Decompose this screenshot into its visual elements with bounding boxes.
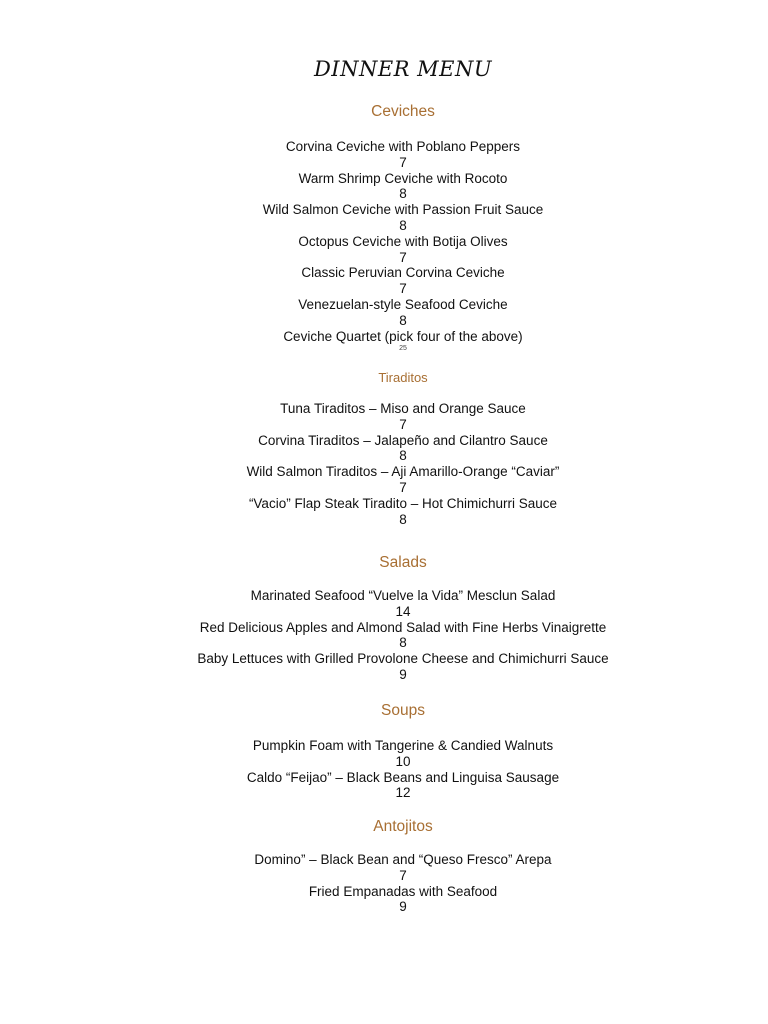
item-price: 8 <box>399 635 407 651</box>
item-price: 7 <box>399 281 407 297</box>
item-name: Tuna Tiraditos – Miso and Orange Sauce <box>280 401 526 416</box>
menu-title: DINNER MENU <box>313 57 493 81</box>
item-price: 7 <box>399 867 407 883</box>
item-name: Ceviche Quartet (pick four of the above) <box>283 328 523 344</box>
item-list <box>0 588 768 683</box>
item-price: 9 <box>399 899 407 915</box>
item-name: Baby Lettuces with Grilled Provolone Cheese and Chimichurri Sauce <box>197 651 609 667</box>
item-name: Octopus Ceviche with Botija Olives <box>298 233 508 249</box>
item-price: 7 <box>399 479 407 495</box>
item-list <box>0 401 768 527</box>
item-name: “Vacio” Flap Steak Tiradito – Hot Chimichurri Sauce <box>248 495 558 511</box>
item-price: 7 <box>399 416 407 432</box>
section-antojitos <box>0 817 768 915</box>
section-soups <box>0 701 768 801</box>
item-price: 8 <box>399 312 407 328</box>
section-heading: Antojitos <box>373 818 433 835</box>
item-name: Red Delicious Apples and Almond Salad with Fine Herbs Vinaigrette <box>199 619 607 635</box>
item-name: Pumpkin Foam with Tangerine & Candied Walnuts <box>252 738 554 753</box>
section-salads <box>0 553 768 683</box>
item-price: 14 <box>395 603 411 619</box>
section-ceviches <box>0 102 768 353</box>
item-price: 25 <box>399 345 407 353</box>
item-list <box>0 139 768 353</box>
item-price: 8 <box>399 217 407 233</box>
item-price: 10 <box>395 753 411 769</box>
item-list <box>0 738 768 801</box>
item-price: 8 <box>399 511 407 527</box>
section-heading: Soups <box>381 702 425 719</box>
item-price: 12 <box>395 785 411 801</box>
item-name: Classic Peruvian Corvina Ceviche <box>301 265 505 281</box>
item-price: 8 <box>399 448 407 464</box>
item-name: Domino” – Black Bean and “Queso Fresco” Arepa <box>254 852 552 867</box>
section-heading: Salads <box>379 554 427 571</box>
item-name: Corvina Ceviche with Poblano Peppers <box>285 139 521 154</box>
item-name: Wild Salmon Tiraditos – Aji Amarillo-Orange “Caviar” <box>246 464 560 480</box>
item-price: 7 <box>399 154 407 170</box>
section-heading: Tiraditos <box>378 370 428 385</box>
item-name: Warm Shrimp Ceviche with Rocoto <box>298 170 508 186</box>
section-tiraditos <box>0 368 768 527</box>
section-heading: Ceviches <box>371 103 435 120</box>
item-list <box>0 852 768 915</box>
item-name: Marinated Seafood “Vuelve la Vida” Mesclun Salad <box>250 588 556 603</box>
item-price: 9 <box>399 666 407 682</box>
item-name: Fried Empanadas with Seafood <box>308 883 498 899</box>
item-name: Corvina Tiraditos – Jalapeño and Cilantro Sauce <box>258 432 548 448</box>
item-price: 7 <box>399 249 407 265</box>
item-name: Venezuelan-style Seafood Ceviche <box>298 296 508 312</box>
item-name: Wild Salmon Ceviche with Passion Fruit Sauce <box>262 202 544 218</box>
item-price: 8 <box>399 186 407 202</box>
item-name: Caldo “Feijao” – Black Beans and Linguisa Sausage <box>246 769 560 785</box>
